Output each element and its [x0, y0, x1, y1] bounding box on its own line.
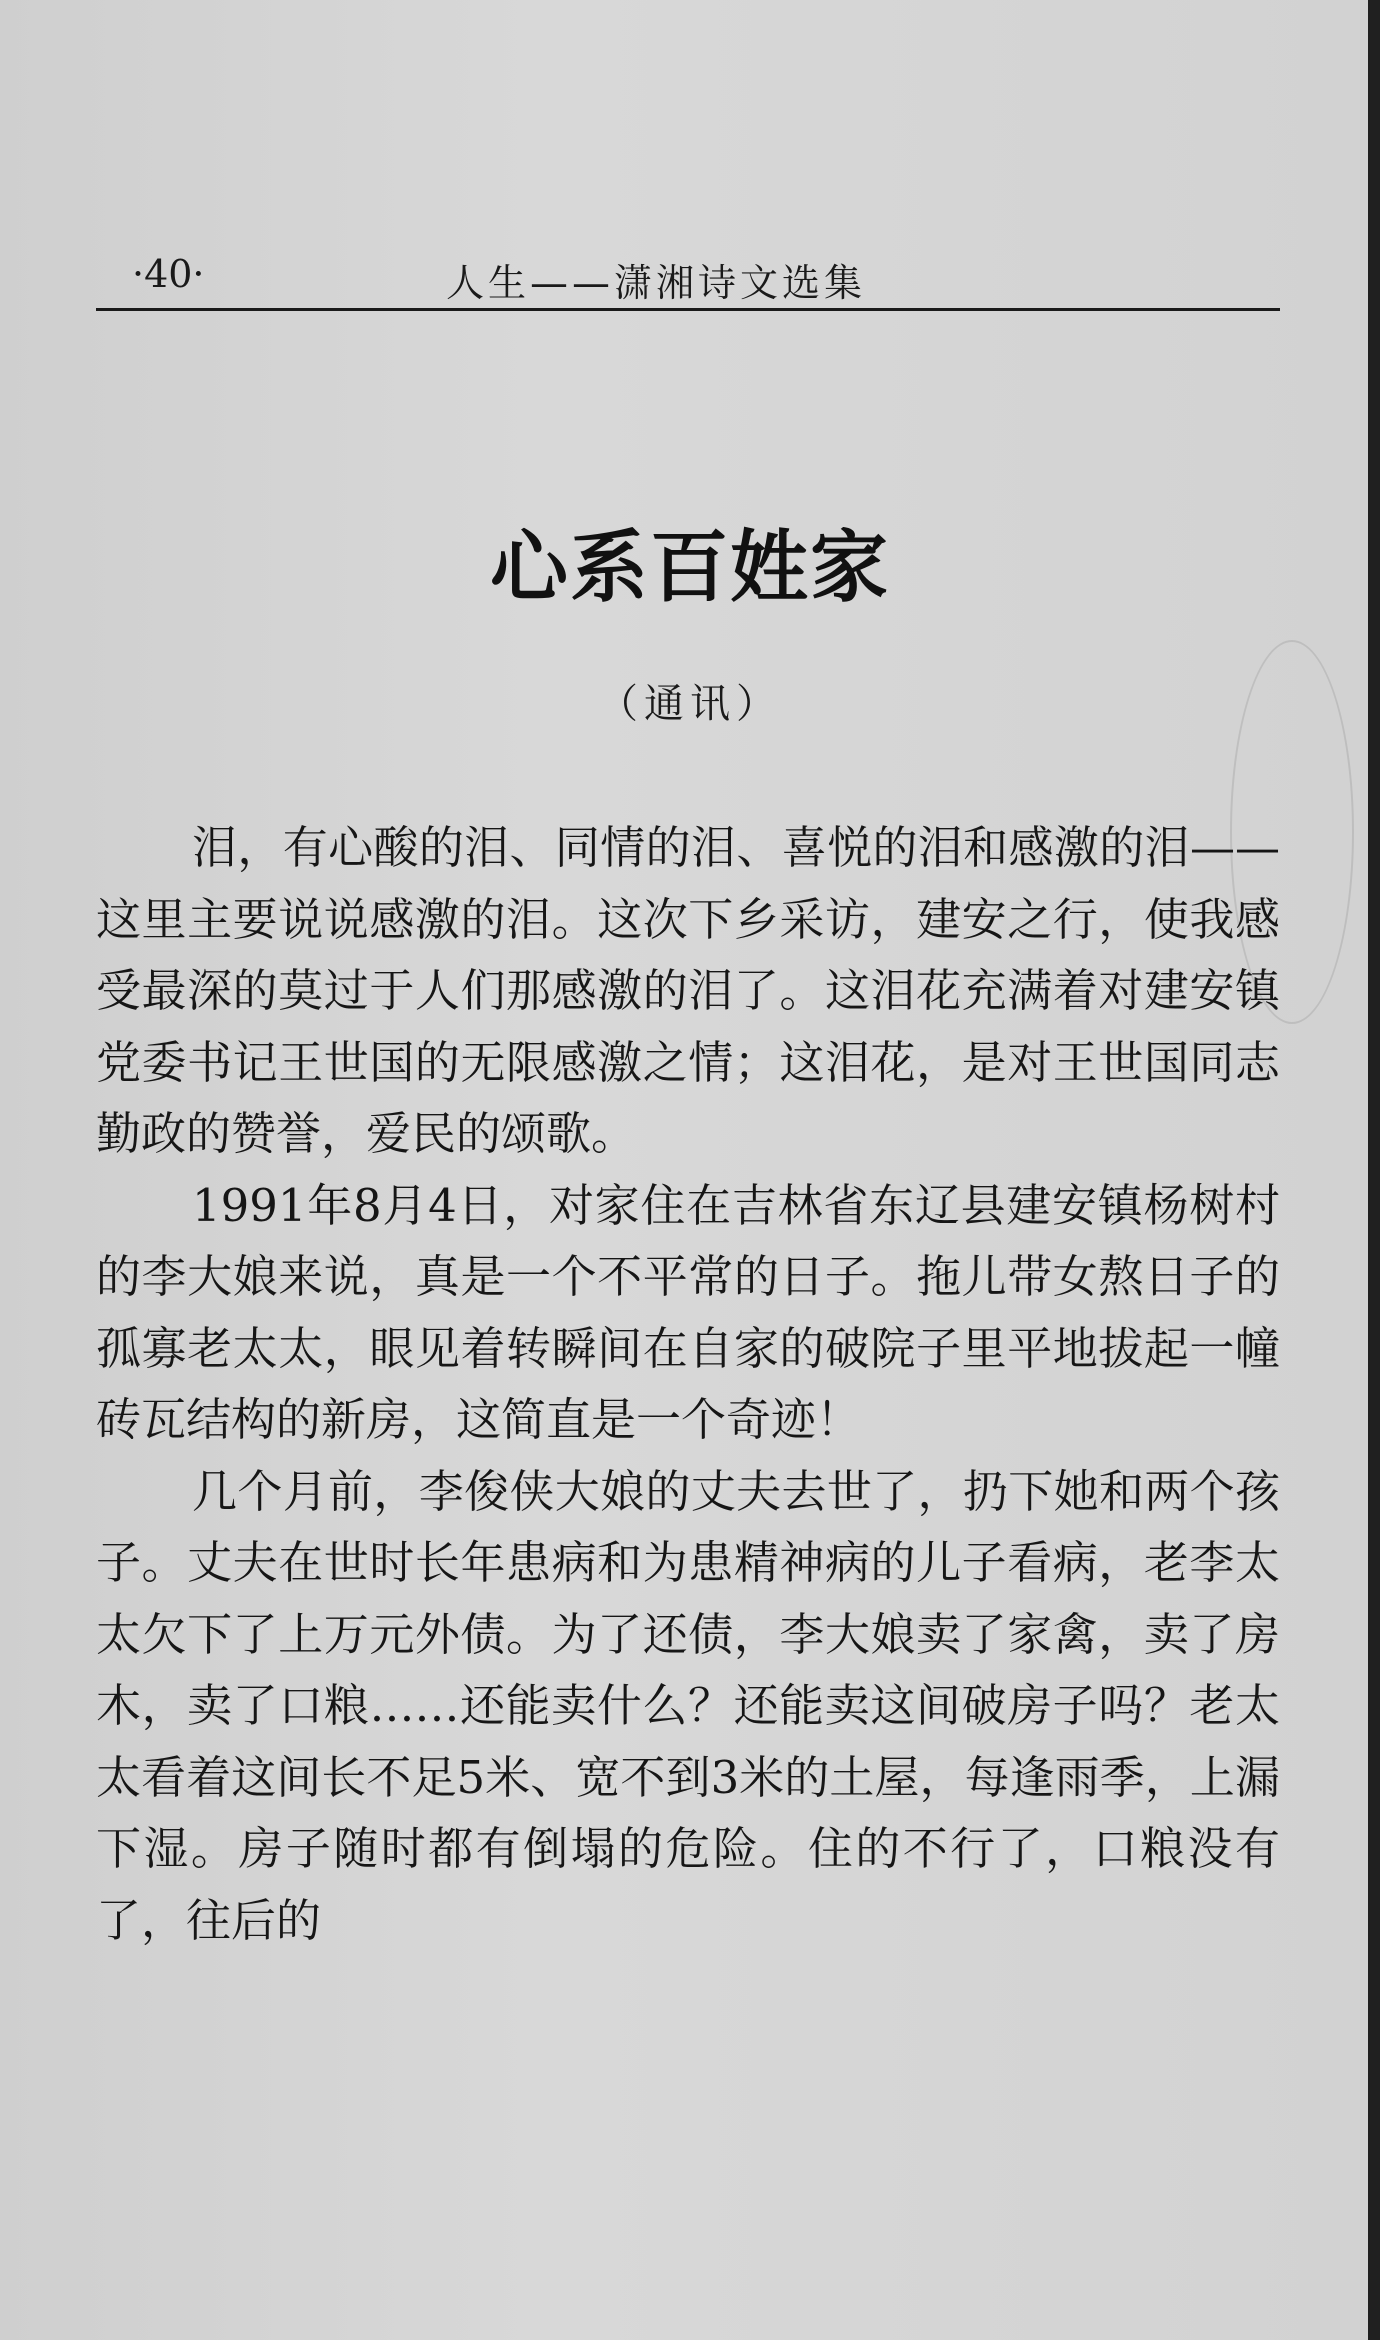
article-body — [96, 812, 1280, 1956]
page-number: ·40· — [132, 252, 205, 296]
paragraph-1: 泪，有心酸的泪、同情的泪、喜悦的泪和感激的泪——这里主要说说感激的泪。这次下乡采访，建安之行，使我感受最深的莫过于人们那感激的泪了。这泪花充满着对建安镇党委书记王世国的无限感激之情；这泪花，是对王世国同志勤政的赞誉，爱民的颂歌。 — [96, 821, 1280, 1160]
page-edge-shadow — [1368, 0, 1380, 2340]
article-subtitle: （通讯） — [598, 681, 782, 727]
paragraph-2: 1991年8月4日，对家住在吉林省东辽县建安镇杨树村的李大娘来说，真是一个不平常的日子。拖儿带女熬日子的孤寡老太太，眼见着转瞬间在自家的破院子里平地拔起一幢砖瓦结构的新房，这简直是一个奇迹！ — [96, 1178, 1280, 1446]
running-title: 人生——潇湘诗文选集 — [446, 261, 867, 305]
paragraph-3: 几个月前，李俊侠大娘的丈夫去世了，扔下她和两个孩子。丈夫在世时长年患病和为患精神病的儿子看病，老李太太欠下了上万元外债。为了还债，李大娘卖了家禽，卖了房木，卖了口粮……还能卖什么？还能卖这间破房子吗？老太太看着这间长不足5米、宽不到3米的土屋，每逢雨季，上漏下湿。房子随时都有倒塌的危险。住的不行了，口粮没有了，往后的 — [96, 1464, 1280, 1947]
article-title: 心系百姓家 — [489, 523, 890, 613]
page-header — [96, 248, 1280, 311]
